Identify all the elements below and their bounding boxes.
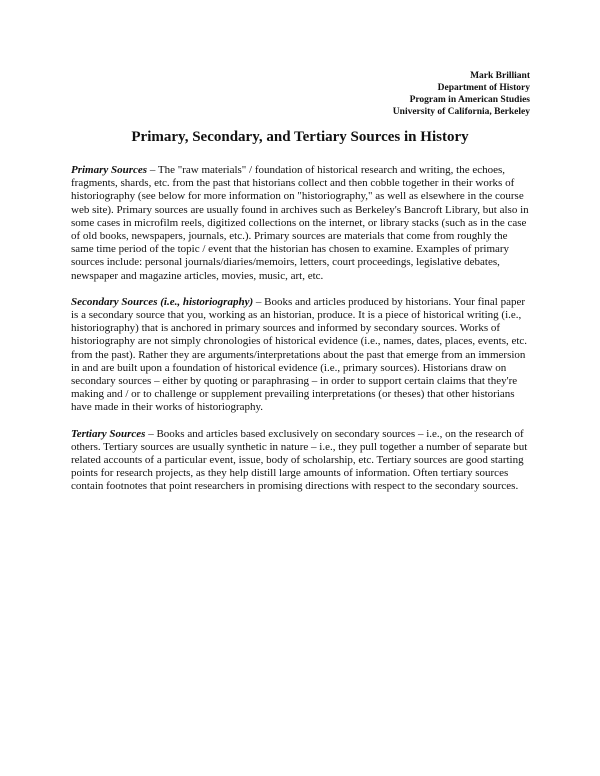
tertiary-sources-term: Tertiary Sources — [71, 427, 146, 440]
document-body — [71, 164, 531, 507]
author-department: Department of History — [437, 83, 530, 93]
tertiary-sources-paragraph — [71, 428, 531, 494]
author-program: Program in American Studies — [409, 95, 530, 105]
secondary-sources-term: Secondary Sources (i.e., historiography) — [71, 295, 254, 308]
author-name: Mark Brilliant — [470, 71, 530, 81]
author-university: University of California, Berkeley — [392, 107, 530, 117]
primary-sources-term: Primary Sources — [71, 164, 148, 176]
primary-sources-text: – The "raw materials" / foundation of historical research and writing, the echoes, fragments, shards, etc. from the past that historians collect and then cobble together in their works of historiography (see below for more information on "historiography," as well as elsewhere in the course web site). Primary sources are usually found in archives such as Berkeley's Bancroft Library, but also in some cases in microfilm reels, digitized collections on the internet, or library stacks (such as in the case of old books, newspapers, journals, etc.). Primary sources are materials that come from roughly the same time period of the topic / event that the historian has chosen to examine. Examples of primary sources include: personal journals/diaries/memoirs, letters, court proceedings, legislative debates, newspaper and magazine articles, movies, music, art, etc. — [71, 164, 529, 282]
document-title: Primary, Secondary, and Tertiary Sources in History — [131, 129, 469, 145]
secondary-sources-text: – Books and articles produced by historians. Your final paper is a secondary source that you, working as an historian, produce. It is a piece of historical writing (i.e., historiography) that is anchored in primary sources and informed by secondary sources. Works of historiography are not simply chronologies of historical evidence (i.e., names, dates, places, events, etc. from the past). Rather they are arguments/interpretations about the past that emerge from an immersion in and are built upon a foundation of historical evidence (i.e., primary sources). Historians draw on secondary sources – either by quoting or paraphrasing – in order to support certain claims that they're making and / or to challenge or supplement prevailing interpretations (or theses) that other historians have made in their works of historiography. — [71, 295, 528, 414]
author-header — [393, 70, 530, 118]
secondary-sources-paragraph — [71, 296, 531, 415]
primary-sources-paragraph — [71, 164, 531, 283]
tertiary-sources-text: – Books and articles based exclusively on secondary sources – i.e., on the research of others. Tertiary sources are usually synthetic in nature – i.e., they pull together a number of separate but related accounts of a particular event, issue, body of scholarship, etc. Tertiary sources are good starting points for research projects, as they help distill large amounts of information. Often tertiary sources contain footnotes that point researchers in promising directions with respect to the secondary sources. — [71, 427, 528, 493]
